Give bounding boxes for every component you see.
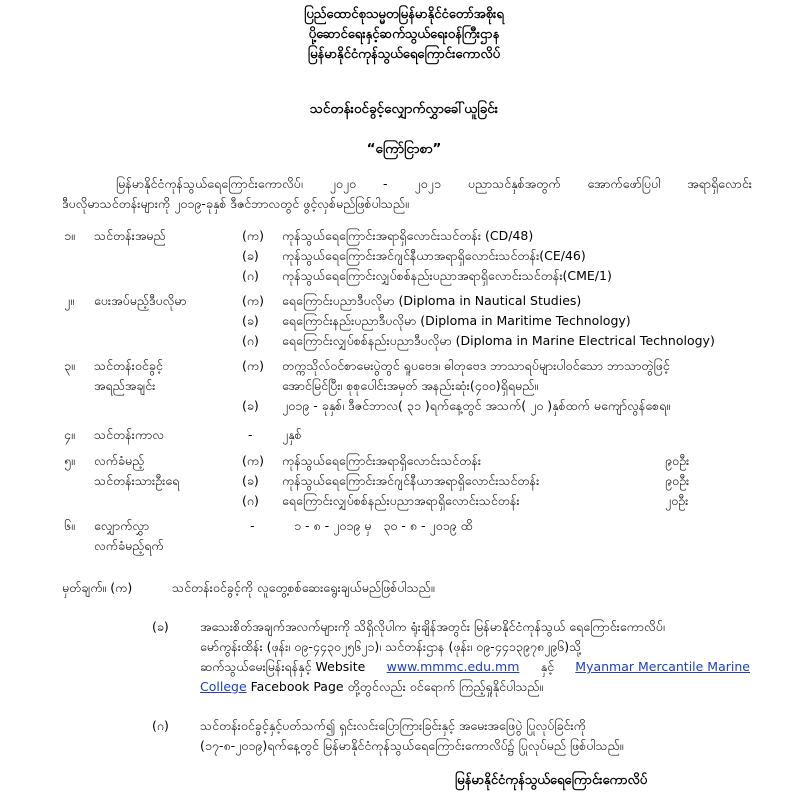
course-name: ကုန်သွယ်ရေကြောင်းအရာရှိလောင်းသင်တန်း (CD/48) [282, 228, 534, 243]
intro-word: - [383, 176, 388, 191]
section-label: သင်တန်းကာလ [94, 427, 164, 442]
item-mark: (ခ) [242, 473, 259, 488]
section-label-line2: လက်ခံမည့်ရက် [94, 538, 164, 553]
item-mark: (က) [242, 453, 264, 468]
intro-word: ၂၀၂၁ [414, 176, 441, 191]
section-number: ၄။ [64, 427, 75, 442]
item-mark: (က) [242, 358, 264, 373]
section-label: လက်ခံမည့် [94, 453, 145, 468]
intake-course: ရေကြောင်းလျှပ်စစ်နည်းပညာအရာရှိလောင်းသင်တန်း [282, 493, 520, 508]
intro-word: မြန်မာနိုင်ငံကုန်သွယ်ရေကြောင်းကောလိပ်၊ [116, 176, 303, 191]
signature-college: မြန်မာနိုင်ငံကုန်သွယ်ရေကြောင်းကောလိပ် [455, 773, 648, 788]
section-number: ၅။ [64, 453, 75, 468]
course-duration: ၂နှစ် [282, 427, 302, 442]
intake-count: ၉၀ဦး [665, 473, 690, 488]
section-number: ၆။ [64, 518, 75, 533]
dash-separator: - [248, 427, 253, 442]
item-mark: (ဂ) [242, 493, 259, 508]
course-name: ကုန်သွယ်ရေကြောင်းအင်ဂျင်နီယာအရာရှိလောင်းသင်တန်း(CE/46) [282, 248, 586, 263]
section-label: လျှောက်လွှာ [94, 518, 150, 533]
section-label: သင်တန်းဝင်ခွင့် [94, 358, 163, 373]
section-label: ပေးအပ်မည့်ဒီပလိုမာ [94, 293, 187, 308]
eligibility-text: တက္ကသိုလ်ဝင်စာမေးပွဲတွင် ရူပဗေဒ၊ ဓါတုဗေဒ ဘာသာရပ်များပါဝင်သော ဘာသာတွဲဖြင့် [282, 358, 670, 373]
intro-word: ပညာသင်နှစ်အတွက် [467, 176, 561, 191]
note-b-line1: အသေးစိတ်အချက်အလက်များကို သိရှိလိုပါက ရုံးချိန်အတွင်း မြန်မာနိုင်ငံကုန်သွယ် ရေကြောင်းကောလိပ်၊ [200, 619, 665, 634]
item-mark: (က) [242, 228, 264, 243]
header-college-line3: မြန်မာနိုင်ငံကုန်သွယ်ရေကြောင်းကောလိပ် [307, 47, 501, 62]
note-b-line3 [200, 659, 750, 678]
diploma-name: ရေကြောင်းလျှပ်စစ်နည်းပညာဒီပလိုမာ (Diploma in Marine Electrical Technology) [282, 333, 715, 348]
intro-paragraph [116, 176, 752, 195]
section-number: ၁။ [64, 228, 75, 243]
item-mark: (ခ) [242, 398, 259, 413]
note-a-text: သင်တန်းဝင်ခွင့်ကို လူတွေ့စစ်ဆေးရွေးချယ်မည်ဖြစ်ပါသည်။ [172, 580, 435, 595]
application-period: ၁ - ၈ - ၂၀၁၉ မှ ၃၀ - ၈ - ၂၀၁၉ ထိ [294, 518, 473, 533]
note-b-line4 [200, 679, 543, 698]
header-ministry-line1: ပြည်ထောင်စုသမ္မတမြန်မာနိုင်ငံတော်အစိုးရ [304, 7, 504, 22]
note-mark: (ခ) [152, 619, 169, 634]
document-title: သင်တန်းဝင်ခွင့်လျှောက်လွှာခေါ်ယူခြင်း [309, 101, 499, 117]
intro-word: အရာရှိလောင်း [687, 176, 752, 191]
intro-word: ၂၀၂၀ [329, 176, 357, 191]
intake-course: ကုန်သွယ်ရေကြောင်းအရာရှိလောင်းသင်တန်း [282, 453, 482, 468]
document-subtitle: “ကြော်ငြာစာ” [366, 141, 442, 157]
note-c-line1: သင်တန်းဝင်ခွင့်နှင့်ပတ်သက်၍ ရှင်းလင်းပြောကြားခြင်းနှင့် အမေးအဖြေပွဲ ပြုလုပ်ခြင်းကို [200, 718, 586, 733]
note-c-line2: (၁၇-၈-၂၀၁၉)ရက်နေ့တွင် မြန်မာနိုင်ငံကုန်သွယ်ရေကြောင်းကောလိပ်၌ ပြုလုပ်မည် ဖြစ်ပါသည်။ [200, 738, 624, 753]
section-label-line2: အရည်အချင်း [94, 378, 156, 393]
dash-separator: - [250, 518, 255, 533]
header-ministry-line2: ပို့ဆောင်ရေးနှင့်ဆက်သွယ်ရေးဝန်ကြီးဌာန [308, 27, 500, 42]
section-label-line2: သင်တန်းသားဦးရေ [94, 473, 180, 488]
facebook-page-link[interactable]: Myanmar Mercantile Marine [575, 659, 750, 674]
note-b-line4-text: Facebook Page တို့တွင်လည်း ဝင်ရောက် ကြည့်ရှုနိုင်ပါသည်။ [250, 679, 544, 694]
intro-line2: ဒီပလိုမာသင်တန်းများကို ၂၀၁၉-ခုနှစ် ဒီဇင်ဘာလတွင် ဖွင့်လှစ်မည်ဖြစ်ပါသည်။ [62, 196, 409, 211]
course-name: ကုန်သွယ်ရေကြောင်းလျှပ်စစ်နည်းပညာအရာရှိလောင်းသင်တန်း(CME/1) [282, 268, 612, 283]
facebook-page-link-cont[interactable]: College [200, 679, 247, 694]
intro-word: အောက်ဖော်ပြပါ [587, 176, 661, 191]
diploma-name: ရေကြောင်းပညာဒီပလိုမာ (Diploma in Nautical Studies) [282, 293, 582, 308]
note-b-line2: မော်ကွန်းထိန်း (ဖုန်း၊ ၀၉-၄၄၃၀၂၅၆၂၁)၊ သင်တန်းဌာန (ဖုန်း၊ ၀၉-၄၄၁၃၉၇၈၂၉၆)သို့ [200, 639, 582, 654]
note-b-line3-text: ဆက်သွယ်မေးမြန်းရန်နှင့် Website [200, 659, 366, 674]
item-mark: (ဂ) [242, 268, 259, 283]
website-link[interactable]: www.mmmc.edu.mm [386, 659, 520, 674]
note-b-line3-and: နှင့် [540, 659, 555, 674]
item-mark: (ခ) [242, 313, 259, 328]
section-label: သင်တန်းအမည် [94, 228, 166, 243]
item-mark: (ဂ) [242, 333, 259, 348]
item-mark: (က) [242, 293, 264, 308]
item-mark: (ခ) [242, 248, 259, 263]
intake-count: ၉၀ဦး [665, 453, 690, 468]
intake-course: ကုန်သွယ်ရေကြောင်းအင်ဂျင်နီယာအရာရှိလောင်းသင်တန်း [282, 473, 540, 488]
diploma-name: ရေကြောင်းနည်းပညာဒီပလိုမာ (Diploma in Maritime Technology) [282, 313, 631, 328]
section-number: ၂။ [64, 293, 74, 308]
notes-label: မှတ်ချက်။ (က) [62, 580, 133, 595]
note-mark: (ဂ) [152, 718, 169, 733]
eligibility-text-line2: အောင်မြင်ပြီး၊ စုစုပေါင်းအမှတ် အနည်းဆုံး(၄၀၀)ရှိရမည်။ [282, 378, 539, 393]
intake-count: ၂၀ဦး [665, 493, 689, 508]
section-number: ၃။ [64, 358, 75, 373]
eligibility-text: ၂၀၁၉ - ခုနှစ်၊ ဒီဇင်ဘာလ( ၃၁ )ရက်နေ့တွင် အသက်( ၂၀ )နှစ်ထက် မကျော်လွန်စေရ။ [282, 398, 671, 413]
